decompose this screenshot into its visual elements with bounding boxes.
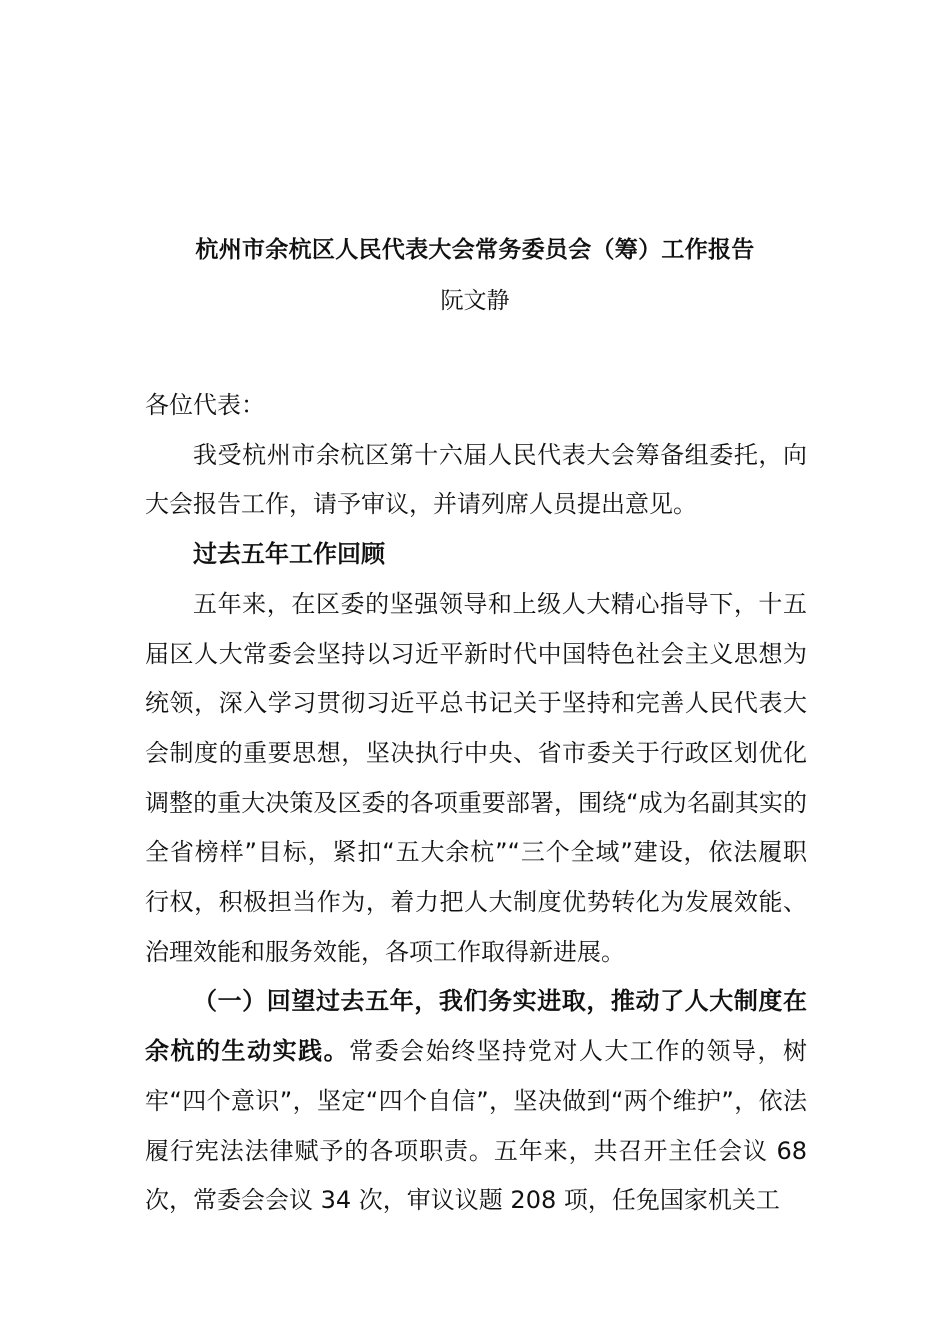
document-author: 阮文静 <box>440 288 510 314</box>
paragraph-intro: 我受杭州市余杭区第十六届人民代表大会筹备组委托，向大会报告工作，请予审议，并请列席人员提出意见。 <box>145 440 807 519</box>
document-title: 杭州市余杭区人民代表大会常务委员会（筹）工作报告 <box>195 237 755 263</box>
part-one-heading: （一）回望过去五年，我们务实进取，推动了人大制度在余杭的生动实践。 <box>145 987 807 1066</box>
document-body <box>145 381 807 1226</box>
section-heading: 过去五年工作回顾 <box>193 540 385 569</box>
salutation: 各位代表： <box>145 391 265 419</box>
paragraph-part-one <box>145 977 807 1226</box>
part-one-text: 常委会始终坚持党对人大工作的领导，树牢“四个意识”，坚定“四个自信”，坚决做到“两个维护”，依法履行宪法法律赋予的各项职责。五年来，共召开主任会议 68 次，常委会会议 34 次，审议议题 208 项，任免国家机关工 <box>145 1037 808 1215</box>
paragraph-review: 五年来，在区委的坚强领导和上级人大精心指导下，十五届区人大常委会坚持以习近平新时代中国特色社会主义思想为统领，深入学习贯彻习近平总书记关于坚持和完善人民代表大会制度的重要思想，坚决执行中央、省市委关于行政区划优化调整的重大决策及区委的各项重要部署，围绕“成为名副其实的全省榜样”目标，紧扣“五大余杭”“三个全域”建设，依法履职行权，积极担当作为，着力把人大制度优势转化为发展效能、治理效能和服务效能，各项工作取得新进展。 <box>145 589 807 966</box>
